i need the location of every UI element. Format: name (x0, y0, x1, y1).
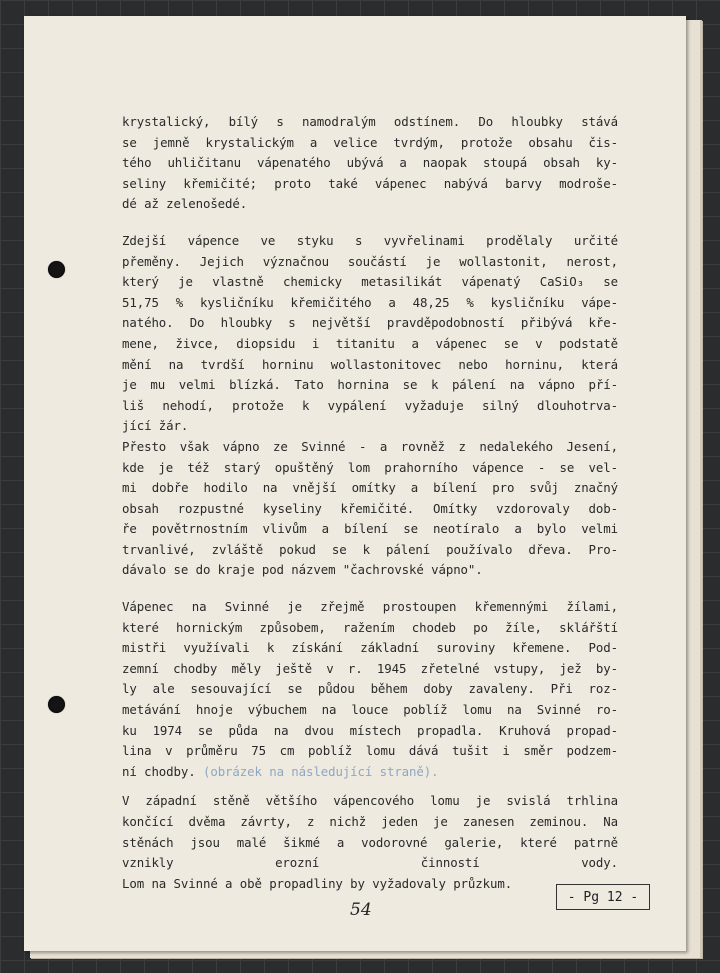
text-line: se jemně krystalickým a velice tvrdým, protože obsahu čis- (122, 134, 618, 150)
document-page (24, 16, 686, 951)
text-line: Lom na Svinné a obě propadliny by vyžadovaly průzkum. (122, 875, 513, 891)
paragraph-3 (122, 437, 618, 581)
text-line: obsah rozpustné kyseliny křemičité. Omítky vzdorovaly dob- (122, 500, 618, 516)
text-line: metávání hnoje výbuchem na louce poblíž lomu na Svinné ro- (122, 702, 618, 718)
text-line: stěnách jsou malé šikmé a vodorovné galerie, které patrně (122, 834, 618, 850)
text-line: končící dvěma závrty, z nichž jeden je zanesen zeminou. Na (122, 814, 618, 829)
text-line: tého uhličitanu vápenatého ubývá a naopak stoupá obsah ky- (122, 155, 618, 171)
faded-note: (obrázek na následující straně). (195, 763, 439, 779)
punch-hole-bottom (48, 696, 65, 713)
text-line: vznikly erozní činností vody. (122, 855, 618, 871)
punch-hole-top (48, 261, 65, 278)
text-line (122, 762, 618, 783)
text-line: mi dobře hodilo na vnější omítky a bílení pro svůj značný (122, 480, 618, 496)
page-number: 54 (350, 900, 372, 920)
text-line: kde je též starý opuštěný lom prahorního vápence - se vel- (122, 459, 618, 475)
text-line: dé až zelenošedé. (122, 196, 248, 212)
text-line: trvanlivé, zvláště pokud se k pálení používalo dřeva. Pro- (122, 541, 618, 557)
text-line: krystalický, bílý s namodralým odstínem. Do hloubky stává (122, 114, 618, 129)
paragraph-1 (122, 112, 618, 215)
text-line: mistři využívali k získání základní suroviny křemene. Pod- (122, 640, 618, 656)
text-line: ku 1974 se půda na dvou místech propadla. Kruhová propad- (122, 722, 618, 738)
text-line: přeměny. Jejich význačnou součástí je wollastonit, nerost, (122, 253, 618, 269)
text-line: které hornickým způsobem, ražením chodeb po žíle, sklářští (122, 619, 618, 635)
text-line: mene, živce, diopsidu i titanitu a vápenec se v podstatě (122, 335, 618, 351)
paragraph-5 (122, 791, 618, 894)
text-line: Vápenec na Svinné je zřejmě prostoupen křemennými žílami, (122, 599, 618, 615)
text-line-main: ní chodby. (122, 763, 196, 779)
pg-label-box: - Pg 12 - (556, 884, 650, 910)
text-line: je mu velmi blízká. Tato hornina se k pálení na vápno pří- (122, 377, 618, 393)
text-line: natého. Do hloubky s největší pravděpodobností přibývá kře- (122, 315, 618, 331)
paragraph-4 (122, 597, 618, 782)
text-line: lina v průměru 75 cm poblíž lomu dává tušit i směr podzem- (122, 743, 618, 759)
text-line: ře povětrnostním vlivům a bílení se neotíralo a bylo velmi (122, 521, 618, 537)
text-line: Zdejší vápence ve styku s vyvřelinami prodělaly určité (122, 232, 618, 248)
text-line: který je vlastně chemicky metasilikát vápenatý CaSiO₃ se (122, 274, 618, 290)
text-line: dávalo se do kraje pod názvem "čachrovské vápno". (122, 562, 483, 578)
text-line: mění na tvrdší horninu wollastonitovec nebo horninu, která (122, 356, 618, 372)
text-line: Přesto však vápno ze Svinné - a rovněž z nedalekého Jesení, (122, 438, 618, 454)
text-line: zemní chodby měly ještě v r. 1945 zřetelné vstupy, jež by- (122, 660, 618, 676)
text-line: V západní stěně většího vápencového lomu je svislá trhlina (122, 793, 618, 809)
paragraph-2 (122, 231, 618, 437)
text-line: seliny křemičité; proto také vápenec nabývá barvy modroše- (122, 175, 618, 191)
text-line: jící žár. (122, 418, 189, 434)
text-line: ly ale sesouvající se půdou během doby zavaleny. Při roz- (122, 681, 618, 697)
text-line: liš nehodí, protože k vypálení vyžaduje silný dlouhotrva- (122, 397, 618, 413)
text-line: 51,75 % kysličníku křemičitého a 48,25 % kysličníku vápe- (122, 294, 618, 310)
body-text (122, 112, 618, 910)
